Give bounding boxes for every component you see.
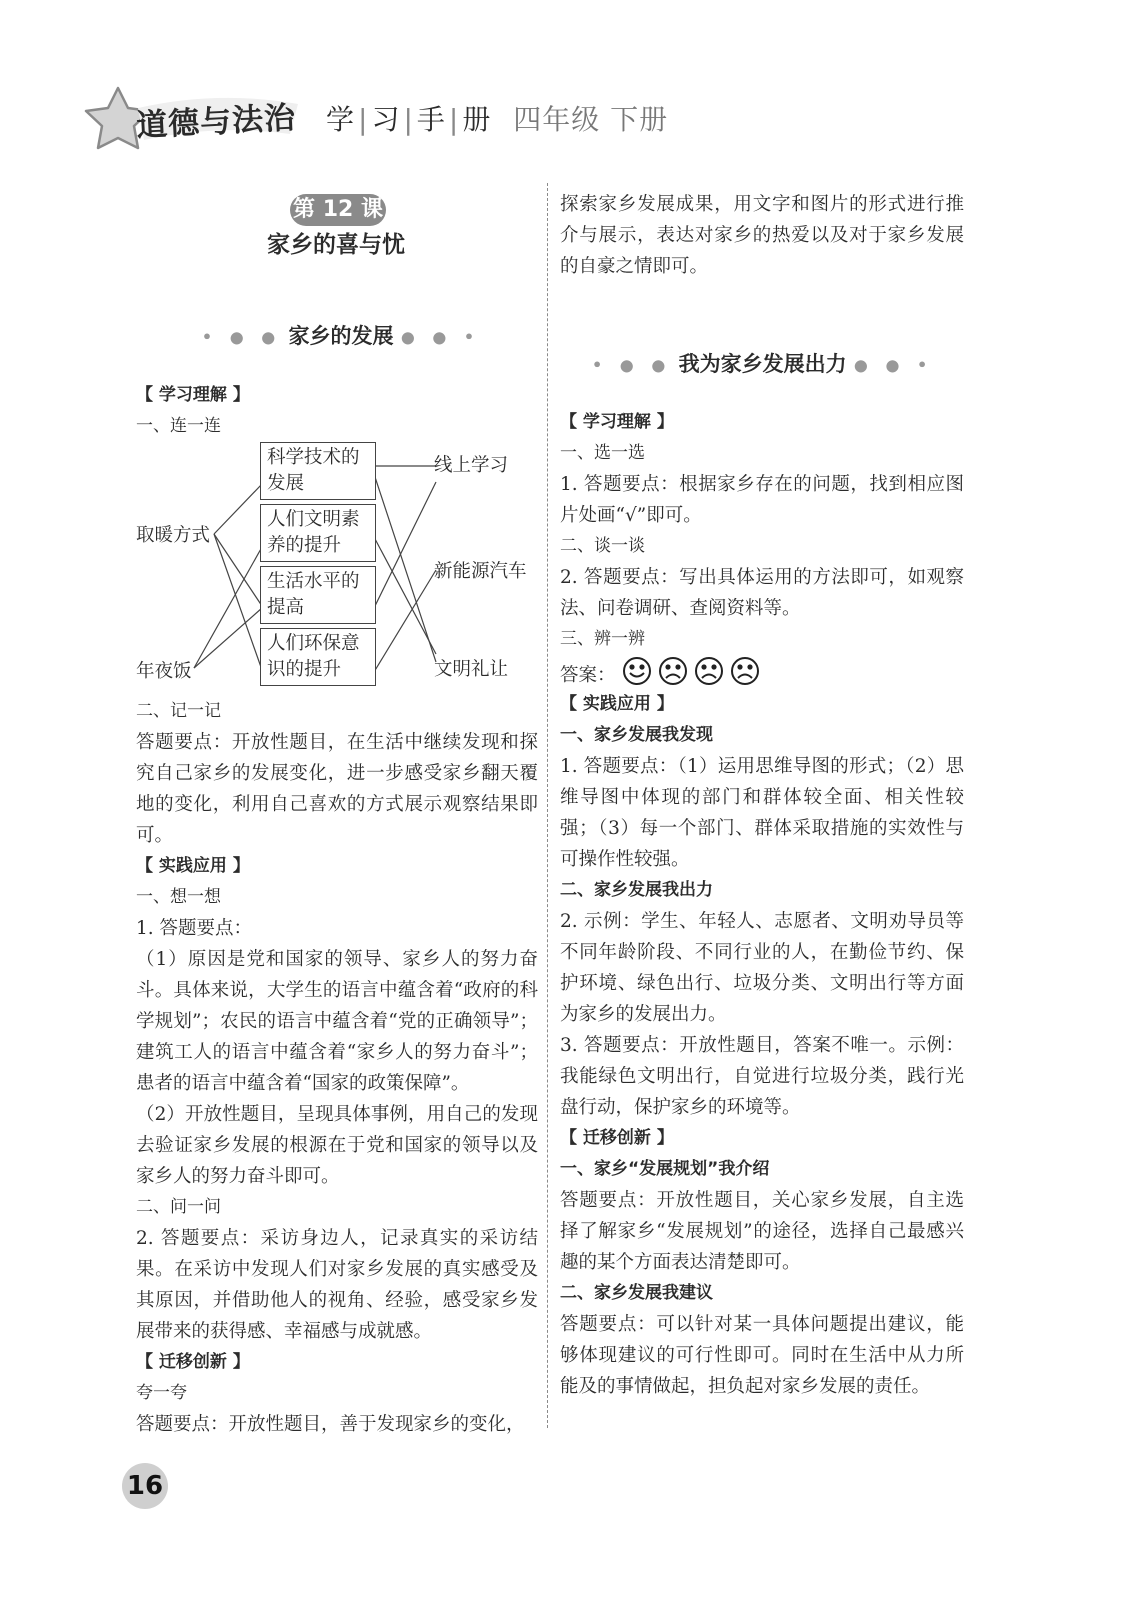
match-left-item: 年夜饭 [136,661,192,682]
practice-tag: 【 实践应用 】 [560,694,674,714]
section-title-right: • ● ● 我为家乡发展出力 ● ● • [592,352,934,376]
practice-tag: 【 实践应用 】 [136,856,250,876]
sad-face-icon [660,658,686,684]
match-right-item: 文明礼让 [434,659,509,680]
contribute-heading: 二、家乡发展我出力 [560,880,713,900]
think-paragraph: （1）原因是党和国家的领导、家乡人的努力奋斗。具体来说，大学生的语言中蕴含着“政府的科学规划”；农民的语言中蕴含着“党的正确领导”；建筑工人的语言中蕴含着“家乡人的努力奋斗”；患者的语言中蕴含着“国家的政策保障”。 [136,949,538,1094]
match-right-item: 新能源汽车 [434,561,527,582]
match-heading: 一、连一连 [136,416,221,436]
match-middle-item: 生活水平的提高 [260,566,376,624]
plan-text: 答题要点：开放性题目，关心家乡发展，自主选择了解家乡“发展规划”的途径，选择自己最感兴趣的某个方面表达清楚即可。 [560,1190,964,1273]
lesson-title: 家乡的喜与忧 [267,232,405,258]
judge-label: 答案： [560,665,616,686]
ask-text: 2. 答题要点：采访身边人，记录真实的采访结果。在采访中发现人们对家乡发展的真实感受及其原因，并借助他人的视角、经验，感受家乡发展带来的获得感、幸福感与成就感。 [136,1228,538,1342]
sad-face-icon [732,658,758,684]
contribute-text: 3. 答题要点：开放性题目，答案不唯一。示例：我能绿色文明出行，自觉进行垃圾分类，践行光盘行动，保护家乡的环境等。 [560,1035,964,1118]
match-middle-item: 人们文明素养的提升 [260,504,376,562]
match-left-item: 取暖方式 [136,525,211,546]
page-header [78,84,698,154]
ask-heading: 二、问一问 [136,1197,221,1217]
title-char: 习 [371,103,400,136]
remember-heading: 二、记一记 [136,701,221,721]
title-char: 手 [416,103,445,136]
talk-text: 2. 答题要点：写出具体运用的方法即可，如观察法、问卷调研、查阅资料等。 [560,567,964,619]
left-column [136,380,538,1440]
remember-text: 答题要点：开放性题目，在生活中继续发现和探究自己家乡的发展变化，进一步感受家乡翻天覆地的变化，利用自己喜欢的方式展示观察结果即可。 [136,732,538,846]
suggest-text: 答题要点：可以针对某一具体问题提出建议，能够体现建议的可行性即可。同时在生活中从力所能及的事情做起，担负起对家乡发展的责任。 [560,1314,964,1397]
lesson-badge: 第 12 课 [290,194,386,226]
sad-face-icon [696,658,722,684]
study-tag: 【 学习理解 】 [560,412,674,432]
page-number: 16 [122,1463,168,1509]
judge-answer [560,655,964,689]
discover-text: 1. 答题要点：（1）运用思维导图的形式；（2）思维导图中体现的部门和群体较全面、相关性较强；（3）每一个部门、群体采取措施的实效性与可操作性较强。 [560,756,964,870]
suggest-heading: 二、家乡发展我建议 [560,1283,713,1303]
match-middle-item: 人们环保意识的提升 [260,628,376,686]
matching-diagram [136,442,538,692]
book-title: 学 | 习 | 手 | 册 四年级 下册 [326,103,669,136]
section-title-left: • ● ● 家乡的发展 ● ● • [201,324,481,348]
continued-text: 探索家乡发展成果，用文字和图片的形式进行推介与展示，表达对家乡的热爱以及对于家乡发展的自豪之情即可。 [560,194,964,277]
choose-heading: 一、选一选 [560,443,645,463]
think-paragraph: （2）开放性题目，呈现具体事例，用自己的发现去验证家乡发展的根源在于党和国家的领导以及家乡人的努力奋斗即可。 [136,1104,538,1187]
praise-text: 答题要点：开放性题目，善于发现家乡的变化， [136,1414,525,1435]
right-column [560,407,964,1402]
contribute-text: 2. 示例：学生、年轻人、志愿者、文明劝导员等不同年龄阶段、不同行业的人，在勤俭节约、保护环境、绿色出行、垃圾分类、文明出行等方面为家乡的发展出力。 [560,911,964,1025]
column-divider [547,183,548,1428]
judge-heading: 三、辨一辨 [560,629,645,649]
plan-heading: 一、家乡“发展规划”我介绍 [560,1159,770,1179]
section-title-text: 家乡的发展 [288,324,394,348]
match-middle-item: 科学技术的发展 [260,442,376,500]
transfer-tag: 【 迁移创新 】 [136,1352,250,1372]
transfer-tag: 【 迁移创新 】 [560,1128,674,1148]
talk-heading: 二、谈一谈 [560,536,645,556]
section-title-text: 我为家乡发展出力 [678,352,847,376]
title-char: 学 [326,103,355,136]
choose-text: 1. 答题要点：根据家乡存在的问题，找到相应图片处画“√”即可。 [560,474,964,526]
grade-label: 四年级 下册 [513,103,669,136]
praise-heading: 夸一夸 [136,1383,187,1403]
match-right-item: 线上学习 [434,455,509,476]
study-tag: 【 学习理解 】 [136,385,250,405]
subject-title: 道德与法治 [135,99,298,145]
title-char: 册 [462,103,491,136]
think-intro: 1. 答题要点： [136,918,253,939]
think-heading: 一、想一想 [136,887,221,907]
happy-face-icon [624,658,650,684]
discover-heading: 一、家乡发展我发现 [560,725,713,745]
right-column-top [560,189,964,282]
